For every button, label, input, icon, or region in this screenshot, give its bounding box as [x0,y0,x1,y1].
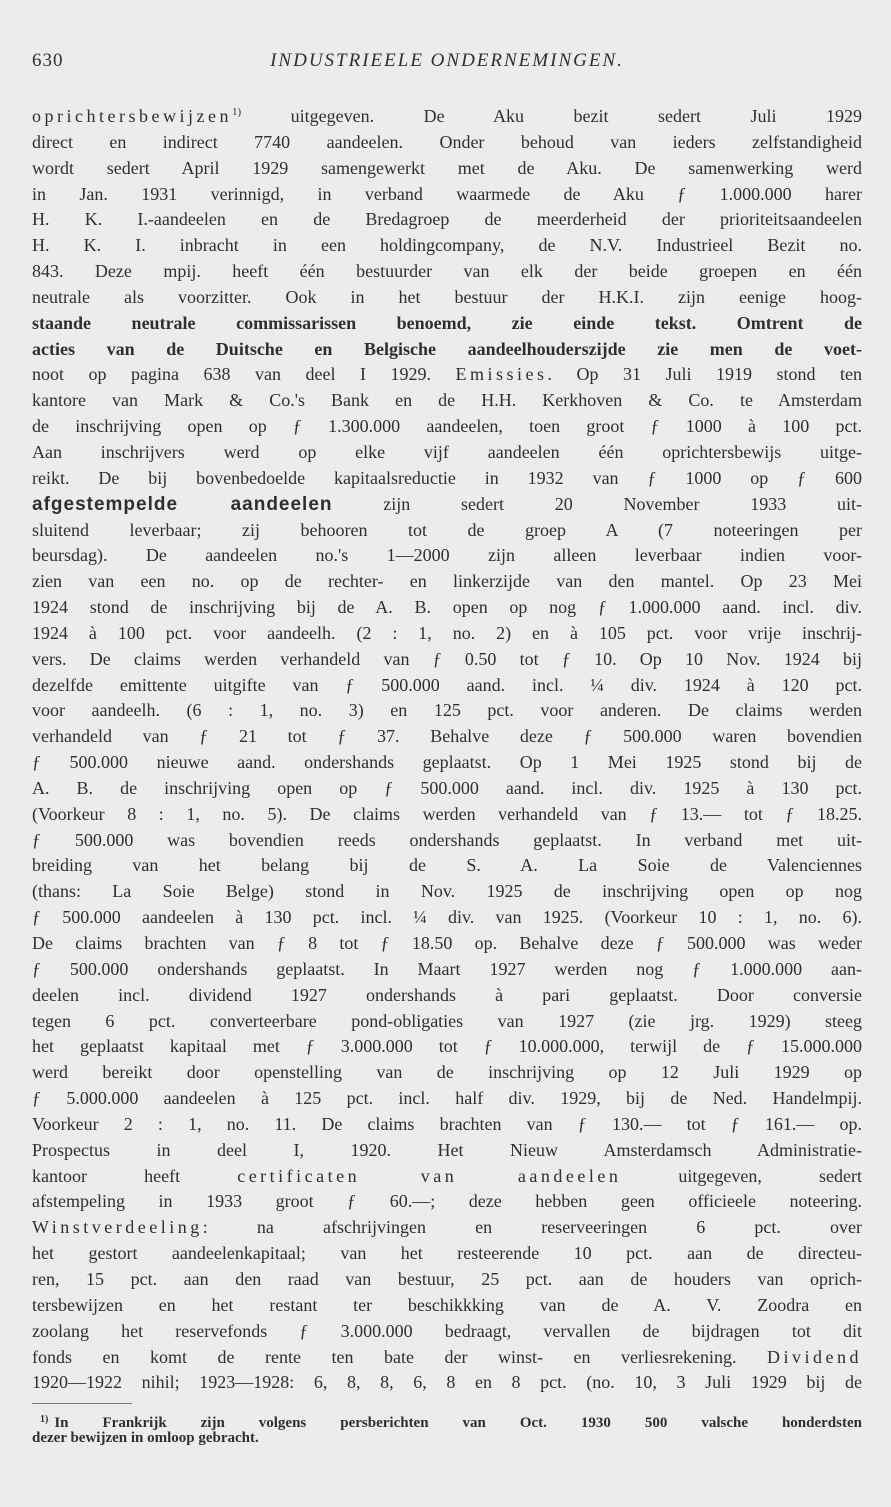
text-line [32,362,862,388]
page-header [32,50,862,80]
text-line: 1920—1922 nihil; 1923—1928: 6, 8, 8, 6, 8 en 8 pct. (no. 10, 3 Juli 1929 bij de [32,1372,862,1393]
spaced-term: oprichtersbewijzen [32,106,232,126]
footnote-reference: 1) [231,106,242,118]
text-line [32,1345,862,1371]
text-line: ren, 15 pct. aan den raad van bestuur, 25 pct. aan de houders van oprich- [32,1268,862,1289]
text-line: zien van een no. op de rechter- en linkerzijde van den mantel. Op 23 Mei [32,571,862,592]
text-line: acties van de Duitsche en Belgische aandeelhouderszijde zie men de voet- [32,338,862,359]
footnote-line [32,1410,862,1429]
text-line: (thans: La Soie Belge) stond in Nov. 1925 de inschrijving open op nog [32,881,862,902]
line-text: : na afschrijvingen en reserveeringen 6 pct. over [202,1217,862,1238]
footnote-divider [32,1403,132,1404]
text-line: H. K. I.-aandeelen en de Bredagroep de meerderheid der prioriteitsaandeelen [32,209,862,230]
text-line: werd bereikt door openstelling van de inschrijving op 12 Juli 1929 op [32,1062,862,1083]
text-line: Voorkeur 2 : 1, no. 11. De claims brachten van ƒ 130.— tot ƒ 161.— op. [32,1113,862,1134]
text-line: kantore van Mark & Co.'s Bank en de H.H. Kerkhoven & Co. te Amsterdam [32,390,862,411]
line-text: . Op 31 Juli 1919 stond ten [547,364,862,385]
text-line: H. K. I. inbracht in een holdingcompany, de N.V. Industrieel Bezit no. [32,235,862,256]
footnote-mark: 1) [40,1414,49,1425]
text-line: ƒ 500.000 nieuwe aand. ondershands geplaatst. Op 1 Mei 1925 stond bij de [32,752,862,773]
text-line: Prospectus in deel I, 1920. Het Nieuw Amsterdamsch Administratie- [32,1139,862,1160]
text-line: direct en indirect 7740 aandeelen. Onder behoud van ieders zelfstandigheid [32,131,862,152]
line-text: kantoor heeft [32,1165,238,1186]
emphasis-term: afgestempelde aandeelen [32,493,333,515]
text-line: (Voorkeur 8 : 1, no. 5). De claims werden verhandeld van ƒ 13.— tot ƒ 18.25. [32,803,862,824]
text-line: beursdag). De aandeelen no.'s 1—2000 zijn alleen leverbaar indien voor- [32,545,862,566]
text-line: de inschrijving open op ƒ 1.300.000 aandeelen, toen groot ƒ 1000 à 100 pct. [32,416,862,437]
text-line: sluitend leverbaar; zij behooren tot de groep A (7 noteeringen per [32,519,862,540]
text-line: 1924 stond de inschrijving bij de A. B. open op nog ƒ 1.000.000 aand. incl. div. [32,597,862,618]
text-line: 843. Deze mpij. heeft één bestuurder van elk der beide groepen en één [32,261,862,282]
text-line: in Jan. 1931 verinnigd, in verband waarmede de Aku ƒ 1.000.000 harer [32,183,862,204]
text-line [32,1215,862,1241]
line-text: fonds en komt de rente ten bate der winst- en verliesrekening. [32,1346,767,1367]
page-number: 630 [32,50,64,71]
spaced-term: Emissies [455,364,548,385]
text-line: reikt. De bij bovenbedoelde kapitaalsreductie in 1932 van ƒ 1000 op ƒ 600 [32,467,862,488]
footnote [32,1410,862,1448]
text-line [32,492,862,518]
footnote-line: dezer bewijzen in omloop gebracht. [32,1430,259,1446]
text-line: ƒ 5.000.000 aandeelen à 125 pct. incl. half div. 1929, bij de Ned. Handelmpij. [32,1088,862,1109]
text-line: breiding van het belang bij de S. A. La Soie de Valenciennes [32,855,862,876]
text-line: ƒ 500.000 aandeelen à 130 pct. incl. ¼ div. van 1925. (Voorkeur 10 : 1, no. 6). [32,907,862,928]
line-text: zijn sedert 20 November 1933 uit- [332,493,862,514]
text-line [32,1164,862,1190]
text-line: ƒ 500.000 was bovendien reeds ondershands geplaatst. In verband met uit- [32,829,862,850]
text-line: 1924 à 100 pct. voor aandeelh. (2 : 1, no. 2) en à 105 pct. voor vrije inschrij- [32,622,862,643]
text-line: dezelfde emittente uitgifte van ƒ 500.000 aand. incl. ¼ div. 1924 à 120 pct. [32,674,862,695]
text-line: A. B. de inschrijving open op ƒ 500.000 aand. incl. div. 1925 à 130 pct. [32,777,862,798]
text-line: deelen incl. dividend 1927 ondershands à pari geplaatst. Door conversie [32,984,862,1005]
footnote-text: In Frankrijk zijn volgens persberichten van Oct. 1930 500 valsche honderdsten [54,1415,862,1431]
text-line: tersbewijzen en het restant ter beschikkking van de A. V. Zoodra en [32,1294,862,1315]
body-text [32,104,862,1396]
line-text: uitgegeven. De Aku bezit sedert Juli 1929 [241,106,862,126]
text-line: tegen 6 pct. converteerbare pond-obligaties van 1927 (zie jrg. 1929) steeg [32,1010,862,1031]
text-line [32,104,862,130]
spaced-term: Winstverdeeling [32,1217,203,1238]
text-line: wordt sedert April 1929 samengewerkt met de Aku. De samenwerking werd [32,157,862,178]
line-text: noot op pagina 638 van deel I 1929. [32,364,456,385]
text-line: het gestort aandeelenkapitaal; van het resteerende 10 pct. aan de directeu- [32,1243,862,1264]
text-line: voor aandeelh. (6 : 1, no. 3) en 125 pct. voor anderen. De claims werden [32,700,862,721]
spaced-term: Dividend [767,1346,862,1367]
line-text: uitgegeven, sedert [621,1165,862,1186]
text-line: staande neutrale commissarissen benoemd, zie einde tekst. Omtrent de [32,312,862,333]
text-line: zoolang het reservefonds ƒ 3.000.000 bedraagt, vervallen de bijdragen tot dit [32,1320,862,1341]
text-line: het geplaatst kapitaal met ƒ 3.000.000 tot ƒ 10.000.000, terwijl de ƒ 15.000.000 [32,1036,862,1057]
text-line: verhandeld van ƒ 21 tot ƒ 37. Behalve deze ƒ 500.000 waren bovendien [32,726,862,747]
text-line: neutrale als voorzitter. Ook in het bestuur der H.K.I. zijn eenige hoog- [32,286,862,307]
text-line: Aan inschrijvers werd op elke vijf aandeelen één oprichtersbewijs uitge- [32,441,862,462]
text-line: afstempeling in 1933 groot ƒ 60.—; deze hebben geen officieele noteering. [32,1191,862,1212]
spaced-term: certificaten van aandeelen [237,1165,622,1186]
running-title: INDUSTRIEELE ONDERNEMINGEN. [270,50,624,71]
text-line: vers. De claims werden verhandeld van ƒ 0.50 tot ƒ 10. Op 10 Nov. 1924 bij [32,648,862,669]
text-line: ƒ 500.000 ondershands geplaatst. In Maart 1927 werden nog ƒ 1.000.000 aan- [32,958,862,979]
text-line: De claims brachten van ƒ 8 tot ƒ 18.50 op. Behalve deze ƒ 500.000 was weder [32,933,862,953]
